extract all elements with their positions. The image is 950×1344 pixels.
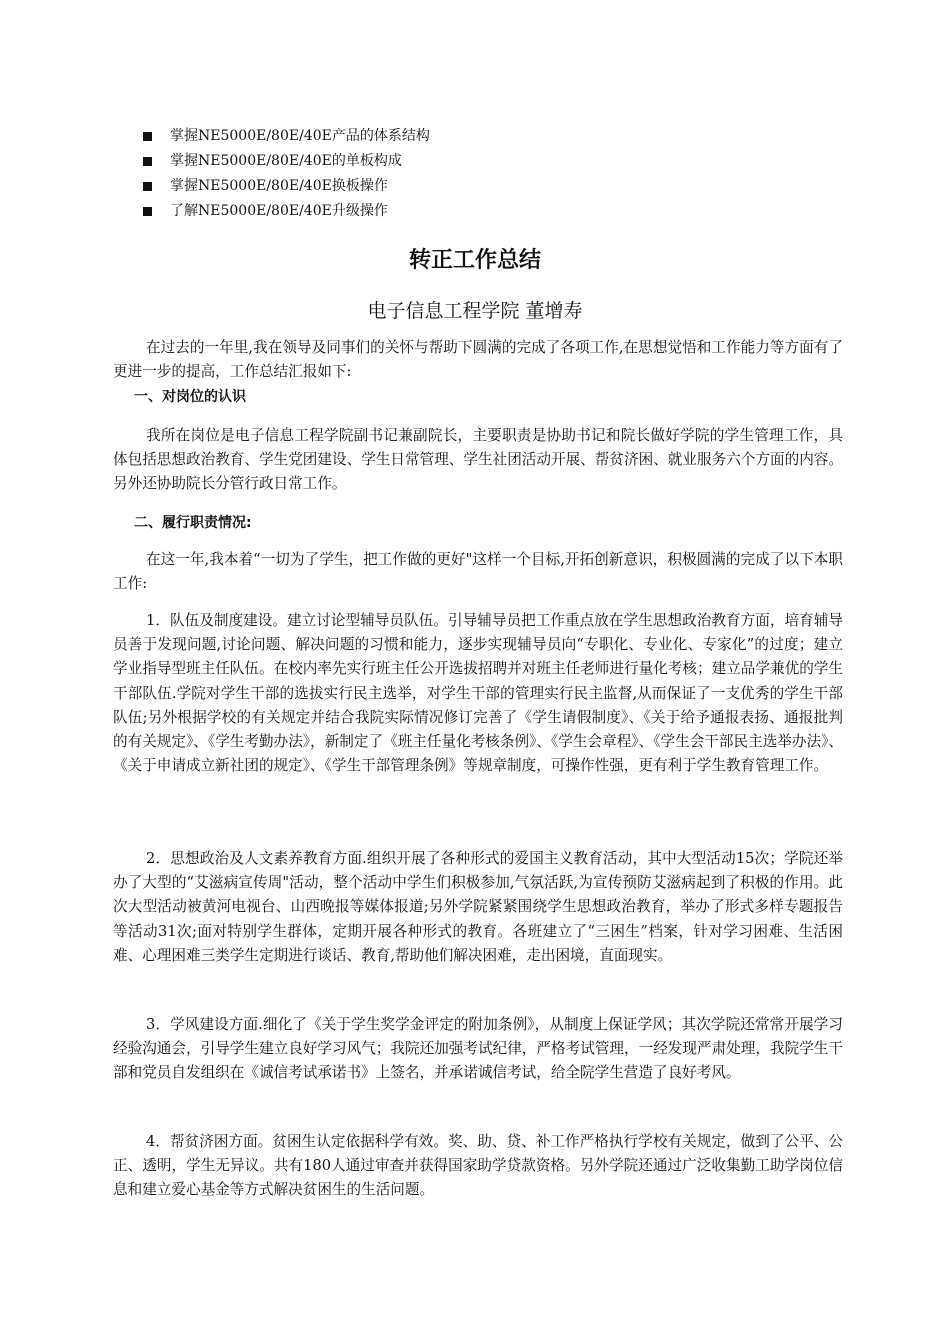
square-bullet-icon bbox=[143, 157, 152, 166]
square-bullet-icon bbox=[143, 132, 152, 141]
objective-item: 掌握NE5000E/80E/40E换板操作 bbox=[143, 174, 430, 199]
duty-paragraph-3: 3．学风建设方面.细化了《关于学生奖学金评定的附加条例》，从制度上保证学风；其次学院还常常开展学习经验沟通会，引导学生建立良好学习风气；我院还加强考试纪律，严格考试管理，一经发现严肃处理，我院学生干部和党员自发组织在《诚信考试承诺书》上签名，并承诺诚信考试，给全院学生营造了良好考风。 bbox=[113, 1016, 843, 1082]
objective-item: 了解NE5000E/80E/40E升级操作 bbox=[143, 199, 430, 224]
objective-item: 掌握NE5000E/80E/40E产品的体系结构 bbox=[143, 124, 430, 149]
section-1-paragraph: 我所在岗位是电子信息工程学院副书记兼副院长，主要职责是协助书记和院长做好学院的学生管理工作，具体包括思想政治教育、学生党团建设、学生日常管理、学生社团活动开展、帮贫济困、就业服务六个方面的内容。另外还协助院长分管行政日常工作。 bbox=[113, 427, 843, 493]
author-line: 电子信息工程学院 董增寿 bbox=[367, 300, 583, 322]
duty-paragraph-1: 1．队伍及制度建设。建立讨论型辅导员队伍。引导辅导员把工作重点放在学生思想政治教育方面，培育辅导员善于发现问题,讨论问题、解决问题的习惯和能力，逐步实现辅导员向“专职化、专业化、专家化”的过度；建立学业指导型班主任队伍。在校内率先实行班主任公开选拔招聘并对班主任老师进行量化考核；建立品学兼优的学生干部队伍.学院对学生干部的选拔实行民主选举，对学生干部的管理实行民主监督,从而保证了一支优秀的学生干部队伍;另外根据学校的有关规定并结合我院实际情况修订完善了《学生请假制度》、《关于给予通报表扬、通报批判的有关规定》、《学生考勤办法》，新制定了《班主任量化考核条例》、《学生会章程》、《学生会干部民主选举办法》、《关于申请成立新社团的规定》、《学生干部管理条例》等规章制度，可操作性强，更有利于学生教育管理工作。 bbox=[113, 612, 843, 775]
square-bullet-icon bbox=[143, 182, 152, 191]
objective-list bbox=[143, 124, 430, 224]
square-bullet-icon bbox=[143, 207, 152, 216]
duty-paragraph-4: 4．帮贫济困方面。贫困生认定依据科学有效。奖、助、贷、补工作严格执行学校有关规定，做到了公平、公正、透明，学生无异议。共有180人通过审查并获得国家助学贷款资格。另外学院还通过广泛收集勤工助学岗位信息和建立爱心基金等方式解决贫困生的生活问题。 bbox=[113, 1133, 843, 1199]
duty-paragraph-2: 2．思想政治及人文素养教育方面.组织开展了各种形式的爱国主义教育活动，其中大型活动15次；学院还举办了大型的“艾滋病宣传周"活动，整个活动中学生们积极参加,气氛活跃,为宣传预防艾滋病起到了积极的作用。此次大型活动被黄河电视台、山西晚报等媒体报道;另外学院紧紧围绕学生思想政治教育，举办了形式多样专题报告等活动31次;面对特别学生群体，定期开展各种形式的教育。各班建立了“三困生”档案，针对学习困难、生活困难、心理困难三类学生定期进行谈话、教育,帮助他们解决困难，走出困境，直面现实。 bbox=[113, 850, 843, 964]
section-heading-2: 二、履行职责情况: bbox=[134, 515, 252, 531]
section-heading-1: 一、对岗位的认识 bbox=[134, 389, 246, 405]
objective-item: 掌握NE5000E/80E/40E的单板构成 bbox=[143, 149, 430, 174]
intro-paragraph: 在过去的一年里,我在领导及同事们的关怀与帮助下圆满的完成了各项工作,在思想觉悟和工作能力等方面有了更进一步的提高，工作总结汇报如下: bbox=[113, 339, 843, 381]
page-title: 转正工作总结 bbox=[408, 248, 541, 273]
section-2-intro: 在这一年,我本着“一切为了学生，把工作做的更好"这样一个目标,开拓创新意识，积极圆满的完成了以下本职工作: bbox=[113, 551, 843, 593]
